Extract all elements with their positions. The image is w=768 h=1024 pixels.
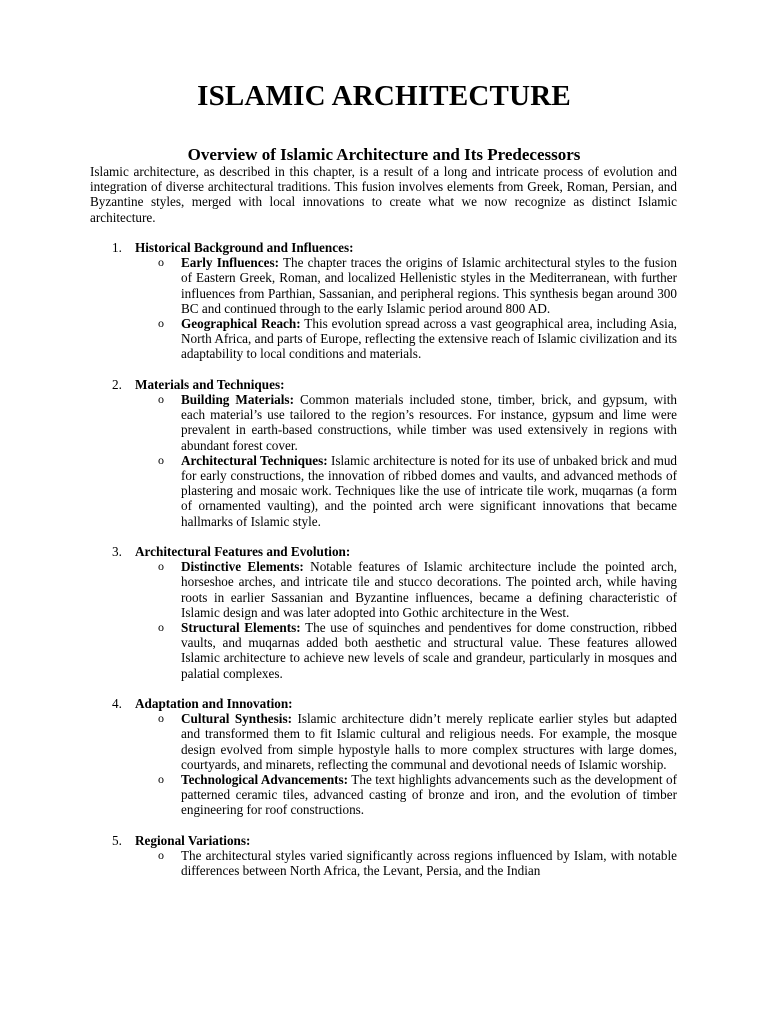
list-item [90, 392, 677, 453]
item-term: Distinctive Elements: [181, 559, 304, 575]
item-text: The chapter traces the origins of Islamic architectural styles to the fusion of Eastern Greek, Roman, and localized Hellenistic styles in the Mediterranean, with further influences from Parthian, Sassanian, and peripheral regions. This synthesis began around 300 BC and continued through to the early Islamic period around 800 AD. [181, 255, 677, 316]
bullet-icon: o [158, 620, 164, 634]
section-number: 1. [112, 240, 122, 255]
intro-paragraph: Islamic architecture, as described in this chapter, is a result of a long and intricate process of evolution and integration of diverse architectural traditions. This fusion involves elements from Greek, Roman, Persian, and Byzantine styles, merged with local innovations to create what we now recognize as distinct Islamic architecture. [90, 164, 677, 225]
list-item [90, 316, 677, 362]
bullet-icon: o [158, 559, 164, 574]
list-item [90, 711, 677, 772]
list-section [90, 696, 677, 818]
item-text: This evolution spread across a vast geographical area, including Asia, North Africa, and parts of Europe, reflecting the extensive reach of Islamic civilization and its adaptability to local conditions and materials. [181, 316, 677, 362]
section-title: Overview of Islamic Architecture and Its Predecessors [187, 145, 581, 164]
bullet-icon: o [158, 255, 164, 270]
section-number: 2. [112, 376, 122, 392]
item-term: Geographical Reach: [181, 316, 301, 331]
section-number: 3. [112, 544, 122, 559]
item-term: Early Influences: [181, 255, 279, 271]
bullet-icon: o [158, 711, 164, 726]
section-heading-text: Historical Background and Influences: [135, 240, 354, 255]
bullet-icon: o [158, 772, 164, 786]
section-heading-text: Regional Variations: [135, 832, 251, 848]
item-text: The use of squinches and pendentives for dome construction, ribbed vaults, and muqarnas added both aesthetic and structural value. These features allowed Islamic architecture to achieve new levels of scale and grandeur, particularly in mosques and palatial complexes. [181, 620, 677, 681]
list-item [90, 255, 677, 316]
list-item [90, 772, 677, 818]
list-item [90, 848, 677, 878]
item-text: Islamic architecture is noted for its use of unbaked brick and mud for early constructions, the innovation of ribbed domes and vaults, and advanced methods of plastering and mosaic work. Techniques like the use of intricate tile work, muqarnas (a form of ornamented vaulting), and the pointed arch were significant innovations that became hallmarks of Islamic style. [181, 452, 678, 529]
document-title: ISLAMIC ARCHITECTURE [197, 80, 571, 112]
item-term: Cultural Synthesis: [181, 711, 292, 727]
item-term: Technological Advancements: [181, 772, 349, 787]
item-text: The architectural styles varied significantly across regions influenced by Islam, with notable differences between North Africa, the Levant, Persia, and the Indian [181, 847, 677, 879]
item-text: Notable features of Islamic architecture include the pointed arch, horseshoe arches, and intricate tile and stucco decorations. The pointed arch, while having roots in earlier Sassanian and Byzantine influences, became a defining characteristic of Islamic design and was later adopted into Gothic architecture in the West. [181, 559, 677, 620]
list-item [90, 559, 677, 620]
section-heading [90, 240, 677, 255]
section-heading-text: Adaptation and Innovation: [135, 696, 293, 711]
item-text: Islamic architecture didn’t merely replicate earlier styles but adapted and transformed them to fit Islamic cultural and religious needs. For example, the mosque design evolved from simple hypostyle halls to more complex structures with large domes, courtyards, and minarets, reflecting the communal and devotional needs of Islamic worship. [181, 711, 677, 772]
section-heading [90, 696, 677, 711]
list-section [90, 833, 677, 879]
list-section [90, 544, 677, 681]
section-heading [90, 833, 677, 848]
list-item [90, 453, 677, 529]
section-number: 5. [112, 832, 122, 848]
section-heading-text: Architectural Features and Evolution: [135, 544, 351, 559]
section-number: 4. [112, 696, 122, 711]
item-text: The text highlights advancements such as the development of patterned ceramic tiles, advanced casting of bronze and iron, and the evolution of timber engineering for roof constructions. [181, 772, 678, 818]
item-term: Architectural Techniques: [181, 452, 328, 468]
item-text: Common materials included stone, timber, brick, and gypsum, with each material’s use tailored to the region’s resources. For instance, gypsum and lime were prevalent in earth-based constructions, while timber was used extensively in regions with abundant forest cover. [181, 391, 677, 453]
section-heading [90, 377, 677, 392]
list-section [90, 377, 677, 529]
bullet-icon: o [158, 847, 164, 862]
bullet-icon: o [158, 391, 164, 406]
bullet-icon: o [158, 452, 164, 467]
item-term: Building Materials: [181, 391, 294, 407]
section-heading-text: Materials and Techniques: [135, 376, 285, 392]
list-section [90, 240, 677, 362]
list-item [90, 620, 677, 681]
bullet-icon: o [158, 316, 164, 330]
section-heading [90, 544, 677, 559]
numbered-list [90, 240, 677, 894]
item-term: Structural Elements: [181, 620, 301, 635]
